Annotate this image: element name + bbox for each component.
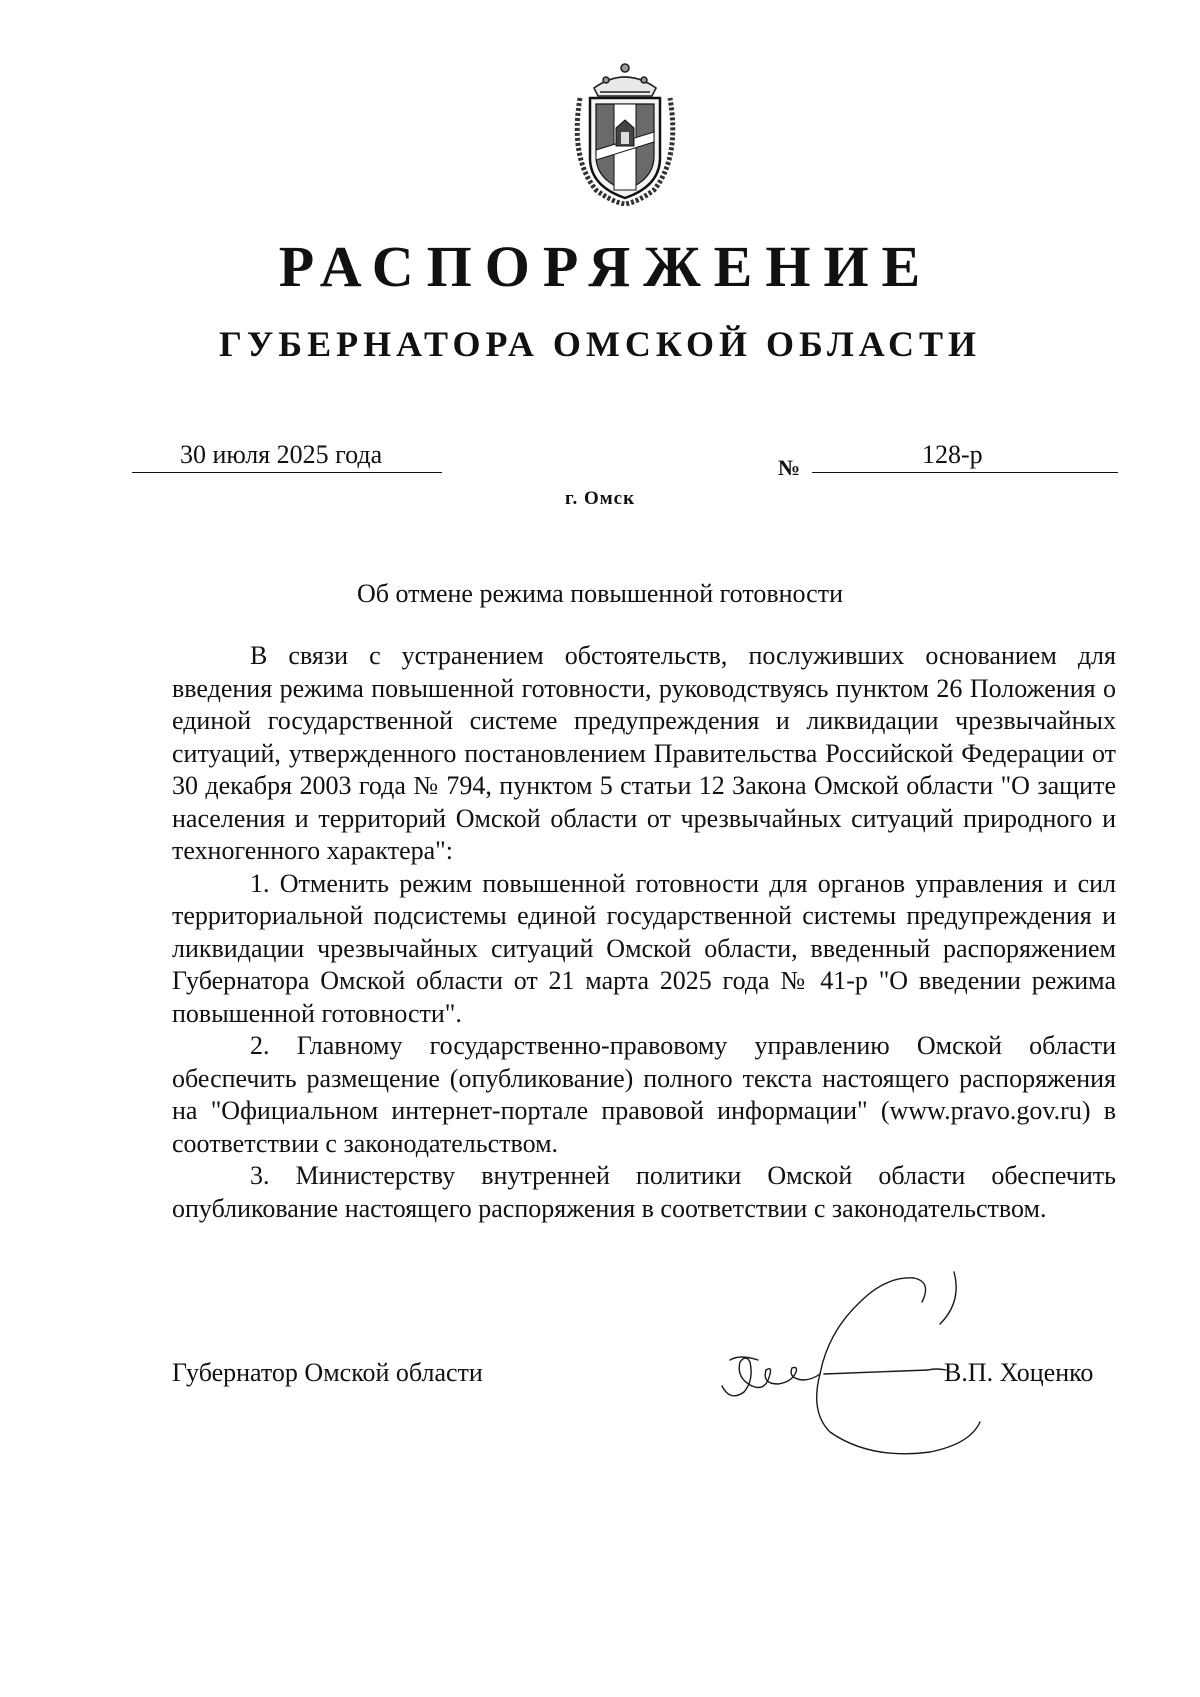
item-3-paragraph: 3. Министерству внутренней политики Омской области обеспечить опубликование настоящего распоряжения в соответствии с законодательством. [172, 1161, 1116, 1223]
handwritten-signature [700, 1262, 1060, 1472]
document-date: 30 июля 2025 года [180, 440, 383, 469]
preamble-paragraph: В связи с устранением обстоятельств, послуживших основанием для введения режима повышенной готовности, руководствуясь пунктом 26 Положения о единой государственной системе предупреждения и ликвидации чрезвычайных ситуаций, утвержденного постановлением Правительства Российской Федерации от 30 декабря 2003 года № 794, пунктом 5 статьи 12 Закона Омской области "О защите населения и территорий Омской области от чрезвычайных ситуаций природного и техногенного характера": [172, 641, 1116, 865]
document-number: 128-р [922, 440, 983, 469]
document-title: РАСПОРЯЖЕНИЕ [278, 234, 934, 299]
item-1-paragraph: 1. Отменить режим повышенной готовности для органов управления и сил территориальной подсистемы единой государственной системы предупреждения и ликвидации чрезвычайных ситуаций Омской области, введенный распоряжением Губернатора Омской области от 21 марта 2025 года № 41-р "О введении режима повышенной готовности". [172, 868, 1116, 1028]
document-subject: Об отмене режима повышенной готовности [356, 579, 843, 608]
document-body [172, 640, 1116, 1225]
number-field [812, 440, 1118, 473]
item-2-paragraph: 2. Главному государственно-правовому управлению Омской области обеспечить размещение (опубликование) полного текста настоящего распоряжения на "Официальном интернет-портале правовой информации" (www.pravo.gov.ru) в соответствии с законодательством. [172, 1031, 1116, 1158]
date-field [132, 440, 442, 473]
document-subtitle: ГУБЕРНАТОРА ОМСКОЙ ОБЛАСТИ [218, 324, 982, 364]
document-city: г. Омск [564, 488, 636, 509]
signer-title: Губернатор Омской области [172, 1358, 483, 1387]
omsk-coat-of-arms-icon [566, 58, 684, 206]
signer-name: В.П. Хоценко [944, 1358, 1094, 1387]
number-sign: № [778, 455, 801, 480]
